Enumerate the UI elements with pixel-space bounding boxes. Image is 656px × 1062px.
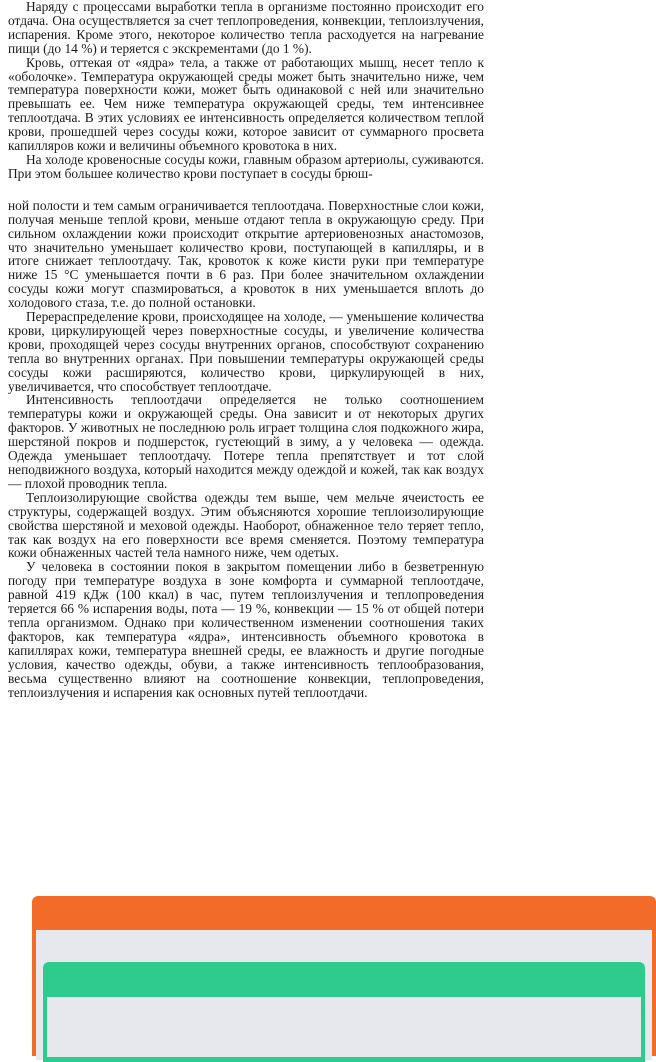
paragraph: Кровь, оттекая от «ядра» тела, а также от работающих мышц, несет тепло к «оболочке». Температура окружающей среды может быть значительно ниже, чем температура поверхности кожи, может быть одинаковой с ней или значительно превышать ее. Чем ниже температура окружающей среды, тем интенсивнее теплоотдача. В этих условиях ее интенсивность определяется количеством теплой крови, прошедшей через сосуды кожи, которое зависит от суммарного просвета капилляров кожи и величины объемного кровотока в них. — [8, 54, 484, 154]
paragraph: Перераспределение крови, происходящее на холоде, — уменьшение количества крови, циркулирующей через поверхностные сосуды, и увеличение количества крови, проходящей через сосуды внутренних органов, способствуют сохранению тепла во внутренних органах. При повышении температуры окружающей среды сосуды кожи расширяются, количество крови, циркулирующей в них, увеличивается, что способствует теплоотдаче. — [8, 309, 484, 394]
paragraph: Интенсивность теплоотдачи определяется не только соотношением температуры кожи и окружающей среды. Она зависит и от некоторых других факторов. У животных не последнюю роль играет толщина слоя подкожного жира, шерстяной покров и подшерсток, густеющий в зиму, а у человека — одежда. Одежда уменьшает теплоотдачу. Потере тепла препятствует и тот слой неподвижного воздуха, который находится между одеждой и кожей, так как воздух — плохой проводник тепла. — [8, 392, 484, 491]
paragraph: Теплоизолирующие свойства одежды тем выше, чем мельче ячеистость ее структуры, содержащей воздух. Этим объясняются хорошие теплоизолирующие свойства шерстяной и меховой одежды. Наоборот, обнаженное тело теряет тепло, так как воздух на его поверхности все время сменяется. Поэтому температура кожи обнаженных частей тела намного ниже, чем одетых. — [8, 489, 484, 561]
paragraph: Наряду с процессами выработки тепла в организме постоянно происходит его отдача. Она осуществляется за счет теплопроведения, конвекции, теплоизлучения, испарения. Кроме этого, некоторое количество тепла расходуется на нагревание пищи (до 14 %) и теряется с экскрементами (до 1 %). — [8, 0, 484, 56]
paragraph: На холоде кровеносные сосуды кожи, главным образом артериолы, суживаются. При этом большее количество крови поступает в сосуды брюш- — [8, 151, 484, 181]
green-panel-body — [47, 997, 641, 1057]
paragraph: У человека в состоянии покоя в закрытом помещении либо в безветренную погоду при температуре воздуха в зоне комфорта и суммарной теплоотдаче, равной 419 кДж (100 ккал) в час, путем теплоизлучения и теплопроведения теряется 66 % испарения воды, пота — 19 %, конвекции — 15 % от общей потери тепла организмом. Однако при количественном изменении соотношения таких факторов, как температура «ядра», интенсивность объемного кровотока в капиллярах кожи, температура внешней среды, ее влажность и другие погодные условия, качество одежды, обуви, а также интенсивность теплообразования, весьма существенно влияют на соотношение конвекции, теплопроведения, теплоизлучения и испарения как основных путей теплоотдачи. — [8, 559, 484, 700]
paragraph: ной полости и тем самым ограничивается теплоотдача. Поверхностные слои кожи, получая меньше теплой крови, меньше отдают тепла в окружающую среду. При сильном охлаждении кожи происходит открытие артериовенозных анастомозов, что значительно уменьшает количество крови, поступающей в капилляры, и в итоге снижает теплоотдачу. Так, кровоток к коже кисти руки при температуре ниже 15 °С уменьшается почти в 6 раз. При более значительном охлаждении сосуды кожи могут спазмироваться, а кровоток в них уменьшается вплоть до холодового стаза, т.е. до полной остановки. — [8, 197, 484, 311]
page-break-gap — [8, 181, 484, 199]
document-body — [8, 0, 484, 699]
